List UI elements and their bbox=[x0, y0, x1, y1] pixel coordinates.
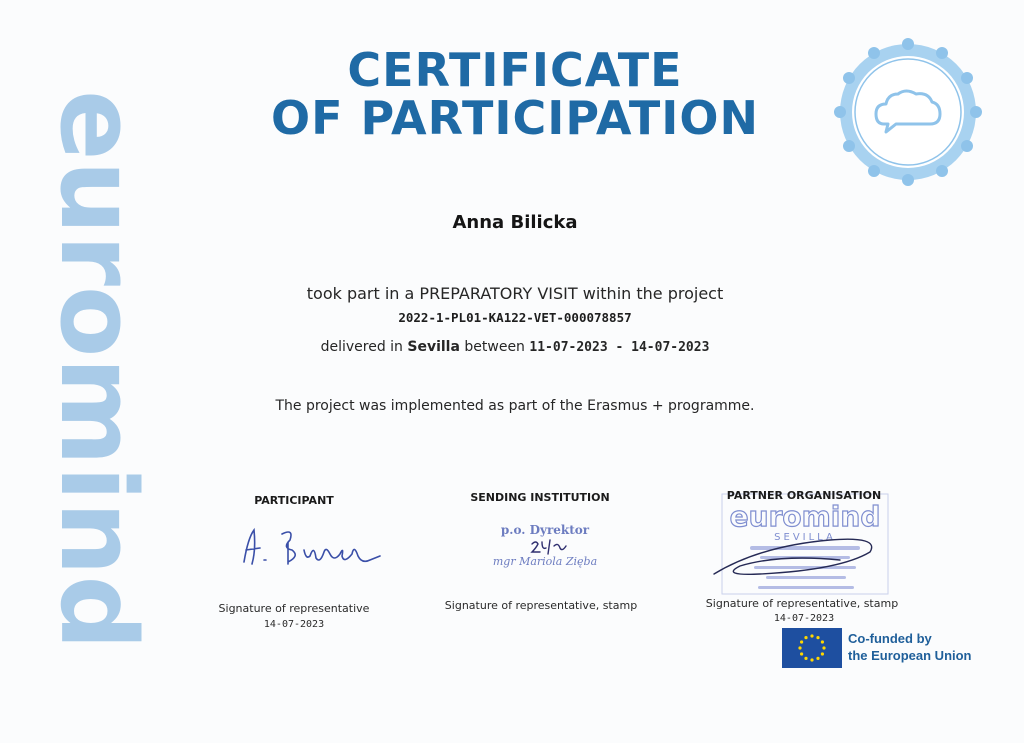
between-word: between bbox=[464, 339, 525, 355]
partner-date: 14-07-2023 bbox=[773, 613, 835, 624]
eu-line-1: Co-funded by bbox=[848, 631, 932, 646]
partner-stamp bbox=[720, 490, 890, 600]
date-range: 11-07-2023 - 14-07-2023 bbox=[529, 340, 710, 355]
sending-heading: SENDING INSTITUTION bbox=[470, 491, 610, 504]
delivery-city: Sevilla bbox=[407, 339, 460, 355]
participant-caption: Signature of representative bbox=[218, 602, 370, 615]
partner-caption: Signature of representative, stamp bbox=[705, 597, 899, 610]
title-line-2: OF PARTICIPATION bbox=[271, 91, 759, 145]
certificate-title bbox=[230, 43, 800, 145]
sending-caption: Signature of representative, stamp bbox=[444, 599, 638, 612]
svg-text:SEVILLA: SEVILLA bbox=[774, 532, 836, 543]
sending-stamp-name: mgr Mariola Zięba bbox=[492, 555, 598, 568]
participant-date: 14-07-2023 bbox=[263, 619, 325, 630]
eu-line-2: the European Union bbox=[848, 648, 972, 663]
partner-heading: PARTNER ORGANISATION bbox=[726, 489, 882, 502]
side-brand-logo bbox=[37, 70, 159, 650]
sending-stamp-title: p.o. Dyrektor bbox=[500, 523, 590, 537]
project-code: 2022-1-PL01-KA122-VET-000078857 bbox=[398, 310, 632, 325]
eu-cofunded-text bbox=[848, 630, 1008, 664]
eu-flag-icon bbox=[782, 628, 842, 668]
svg-text:euromind: euromind bbox=[729, 500, 881, 533]
participant-heading: PARTICIPANT bbox=[254, 494, 334, 507]
programme-note: The project was implemented as part of the Erasmus + programme. bbox=[275, 398, 755, 414]
participation-statement: took part in a PREPARATORY VISIT within the project bbox=[306, 284, 724, 303]
delivered-prefix: delivered in bbox=[320, 339, 403, 355]
svg-text:euromind: euromind bbox=[37, 90, 159, 650]
participant-name: Anna Bilicka bbox=[452, 212, 578, 233]
participant-signature bbox=[234, 520, 384, 570]
title-line-1: CERTIFICATE bbox=[347, 43, 683, 97]
certificate-seal bbox=[836, 40, 980, 184]
delivery-details bbox=[250, 339, 780, 355]
